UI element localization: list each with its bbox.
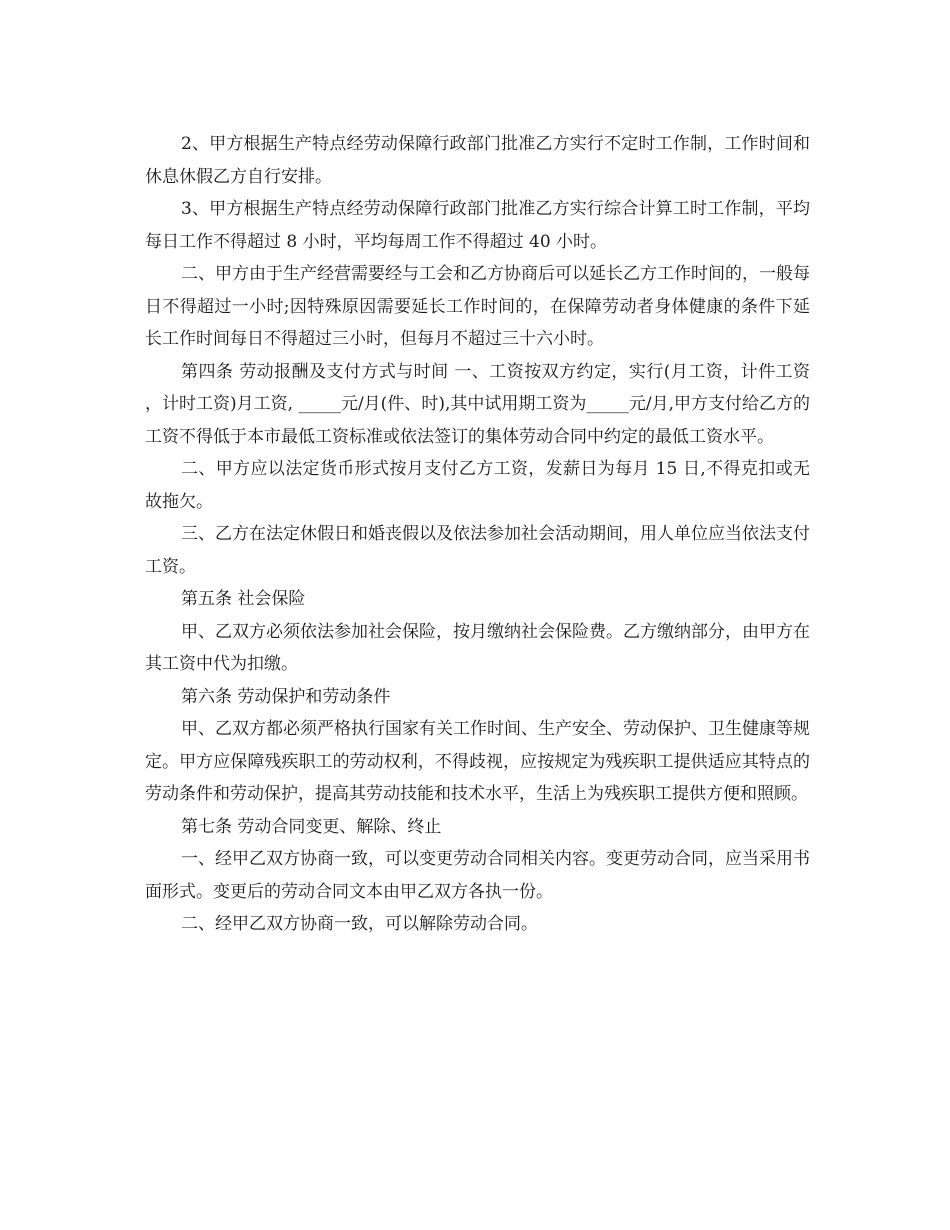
paragraph-holiday-pay: 三、乙方在法定休假日和婚丧假以及依法参加社会活动期间，用人单位应当依法支付工资。 — [145, 524, 810, 577]
heading-article-5: 第五条 社会保险 — [181, 589, 306, 609]
heading-article-7: 第七条 劳动合同变更、解除、终止 — [181, 816, 442, 837]
paragraph-contract-change: 一、经甲乙双方协商一致，可以变更劳动合同相关内容。变更劳动合同，应当采用书面形式。变更后的劳动合同文本由甲乙双方各执一份。 — [145, 849, 810, 902]
paragraph-contract-termination: 二、经甲乙双方协商一致，可以解除劳动合同。 — [181, 914, 538, 934]
paragraph-article-4-wages: 第四条 劳动报酬及支付方式与时间 一、工资按双方约定，实行(月工资，计件工资，计时工资)月工资, _____元/月(件、时),其中试用期工资为_____元/月,甲方支付给乙方的工资不得低于本市最低工资标准或依法签订的集体劳动合同中约定的最低工资水平。 — [145, 361, 810, 447]
paragraph-social-insurance: 甲、乙双方必须依法参加社会保险，按月缴纳社会保险费。乙方缴纳部分，由甲方在其工资中代为扣缴。 — [145, 621, 810, 674]
paragraph-flexible-hours: 2、甲方根据生产特点经劳动保障行政部门批准乙方实行不定时工作制，工作时间和休息休假乙方自行安排。 — [145, 134, 810, 187]
paragraph-overtime: 二、甲方由于生产经营需要经与工会和乙方协商后可以延长乙方工作时间的，一般每日不得超过一小时;因特殊原因需要延长工作时间的，在保障劳动者身体健康的条件下延长工作时间每日不得超过三小时，但每月不超过三十六小时。 — [145, 264, 810, 349]
heading-article-6: 第六条 劳动保护和劳动条件 — [181, 686, 391, 707]
document-body — [145, 128, 810, 941]
paragraph-payday: 二、甲方应以法定货币形式按月支付乙方工资，发薪日为每月 15 日,不得克扣或无故拖欠。 — [145, 459, 810, 512]
paragraph-comprehensive-hours: 3、甲方根据生产特点经劳动保障行政部门批准乙方实行综合计算工时工作制，平均每日工作不得超过 8 小时，平均每周工作不得超过 40 小时。 — [145, 199, 810, 252]
paragraph-labor-protection: 甲、乙双方都必须严格执行国家有关工作时间、生产安全、劳动保护、卫生健康等规定。甲方应保障残疾职工的劳动权利，不得歧视，应按规定为残疾职工提供适应其特点的劳动条件和劳动保护，提高其劳动技能和技术水平，生活上为残疾职工提供方便和照顾。 — [145, 719, 810, 804]
